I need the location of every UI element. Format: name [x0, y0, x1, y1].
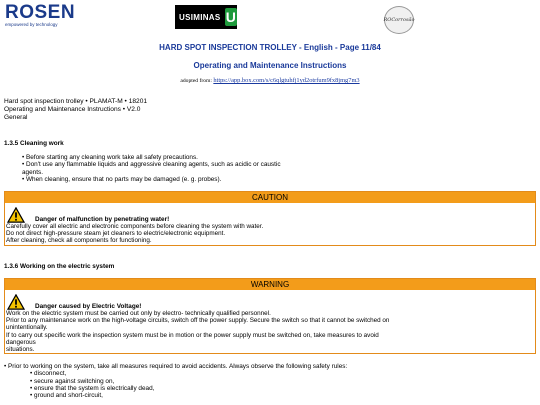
warning-label: WARNING: [5, 279, 535, 290]
source-link[interactable]: https://app.box.com/s/c6qlgtuhfj1yd2otrfum9fx8jmg7m3: [213, 77, 360, 84]
caution-line: After cleaning, check all components for functioning.: [6, 237, 152, 245]
list-item: • Don't use any flammable liquids and aggressive cleaning agents, such as acidic or caustic: [22, 161, 281, 169]
warning-triangle-icon: [7, 207, 25, 223]
section-heading-cleaning: 1.3.5 Cleaning work: [4, 140, 64, 147]
usiminas-logo: [175, 5, 237, 29]
warning-line: Prior to any maintenance work on the high-voltage circuits, switch off the power supply. Secure the switch so that it cannot be switched on: [6, 317, 390, 325]
page-title: HARD SPOT INSPECTION TROLLEY - English - Page 11/84: [159, 43, 381, 52]
warning-triangle-icon: [7, 294, 25, 310]
logo-bar: [0, 0, 540, 40]
meta-line-chapter: General: [4, 114, 28, 121]
warning-line: situations.: [6, 346, 35, 354]
section-heading-electric: 1.3.6 Working on the electric system: [4, 263, 115, 270]
adopted-from: [0, 77, 540, 84]
warning-title: Danger caused by Electric Voltage!: [35, 302, 142, 310]
warning-body: [5, 290, 535, 353]
warning-title-row: [6, 292, 534, 310]
warning-line: Work on the electric system must be carried out only by electro- technically qualified personnel.: [6, 310, 271, 317]
list-item: • ensure that the system is electrically dead,: [30, 384, 155, 392]
caution-title: Danger of malfunction by penetrating water!: [35, 215, 170, 223]
meta-line-version: Operating and Maintenance Instructions • V2.0: [4, 106, 141, 113]
caution-line: Carefully cover all electric and electronic components before cleaning the system with water.: [6, 223, 264, 230]
warning-line: dangerous: [6, 338, 36, 346]
warning-line: unintentionally.: [6, 324, 48, 332]
usiminas-logo-word: USIMINAS: [179, 12, 221, 22]
list-item: • When cleaning, ensure that no parts may be damaged (e. g. probes).: [22, 175, 222, 183]
list-item: agents.: [22, 168, 43, 176]
page-subtitle: Operating and Maintenance Instructions: [193, 61, 347, 70]
warning-box: [4, 278, 536, 354]
safety-rules: [4, 363, 347, 399]
rocorrosao-logo: [384, 6, 414, 34]
caution-box: [4, 191, 536, 246]
meta-line-product: Hard spot inspection trolley • PLAMAT-M • 18201: [4, 98, 148, 105]
list-item: • secure against switching on,: [30, 377, 115, 385]
caution-title-row: [6, 205, 534, 223]
warning-line: If to carry out specific work the inspection system must be in motion or the power supply must be switched on, take measures to avoid: [6, 331, 379, 339]
adopted-prefix: adopted from:: [180, 78, 212, 84]
rocorrosao-logo-text: ROCorrosão: [383, 17, 415, 23]
caution-line: Do not direct high-pressure steam jet cleaners to electric/electronic equipment.: [6, 230, 226, 238]
caution-label: CAUTION: [5, 192, 535, 203]
rosen-logo: [5, 4, 75, 28]
list-item: • disconnect,: [30, 370, 67, 378]
caution-body: [5, 203, 535, 245]
usiminas-logo-mark: U: [225, 9, 236, 25]
list-item: • Before starting any cleaning work take all safety precautions.: [22, 154, 198, 161]
rosen-logo-word: ROSEN: [5, 2, 76, 23]
document-meta: [4, 98, 147, 122]
list-item: • ground and short-circuit,: [30, 392, 103, 400]
rosen-logo-tagline: empowered by technology: [5, 22, 58, 27]
safety-rules-intro: • Prior to working on the system, take all measures required to avoid accidents. Always observe the following safety rules:: [4, 363, 348, 370]
cleaning-bullets: [4, 154, 281, 183]
